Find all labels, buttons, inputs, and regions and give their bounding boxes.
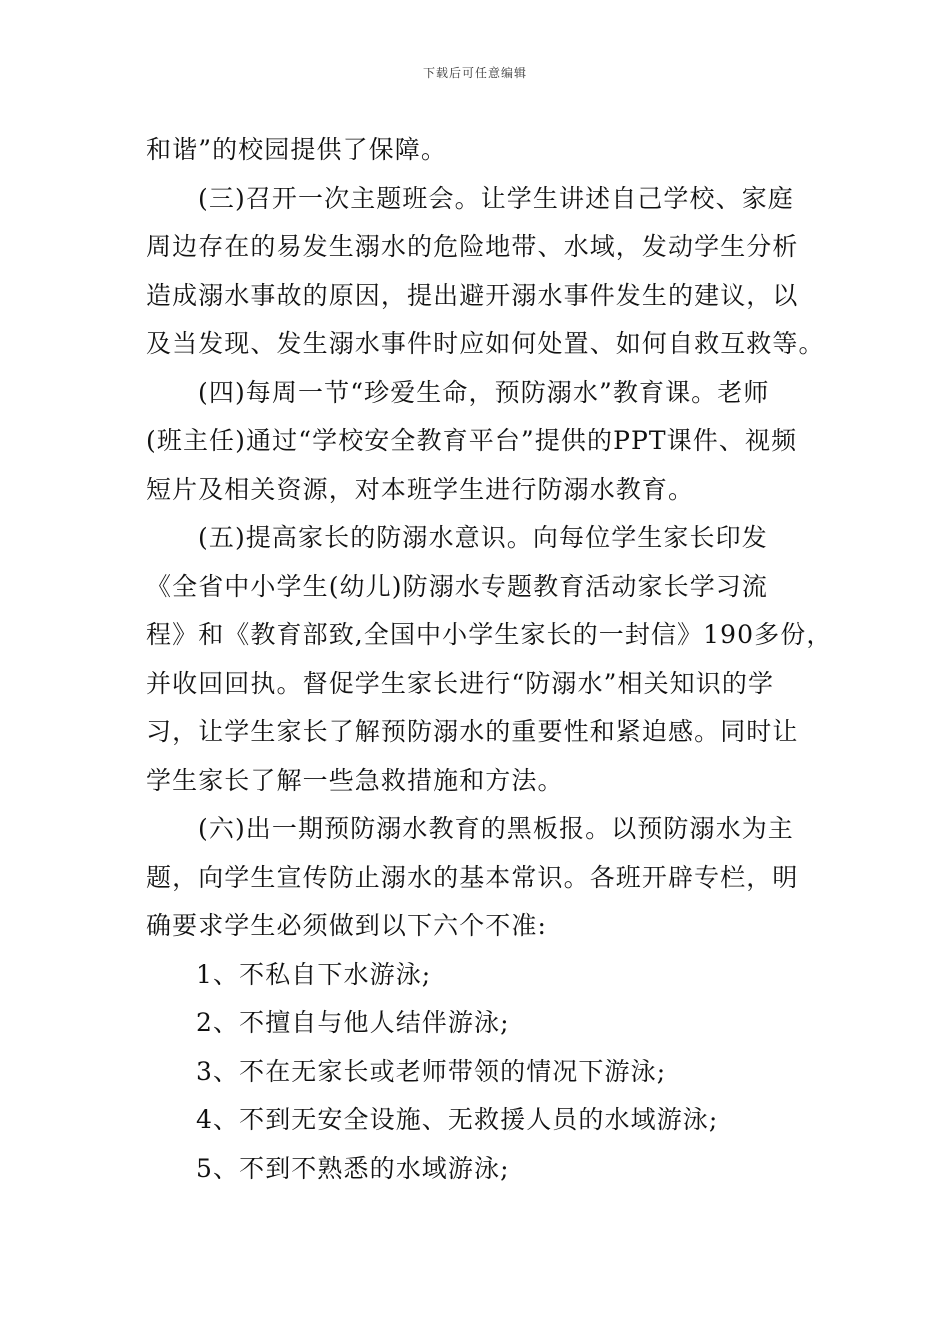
list-item-3: 3、不在无家长或老师带领的情况下游泳; bbox=[196, 1056, 667, 1086]
section-heading-5: (五)提高家长的防溺水意识。向每位学生家长印发 bbox=[198, 523, 768, 552]
text-line: 和谐”的校园提供了保障。 bbox=[146, 135, 447, 164]
text-line: 及当发现、发生溺水事件时应如何处置、如何自救互救等。 bbox=[146, 329, 825, 358]
text-line: 周边存在的易发生溺水的危险地带、水域，发动学生分析 bbox=[146, 232, 799, 261]
section-heading-4: (四)每周一节“珍爱生命，预防溺水”教育课。老师 bbox=[198, 377, 770, 407]
text-line: 题，向学生宣传防止溺水的基本常识。各班开辟专栏，明 bbox=[146, 862, 799, 892]
list-item-4: 4、不到无安全设施、无救援人员的水域游泳; bbox=[196, 1105, 719, 1134]
text-line: 习，让学生家长了解预防溺水的重要性和紧迫感。同时让 bbox=[146, 717, 799, 746]
text-line: 学生家长了解一些急救措施和方法。 bbox=[146, 765, 564, 795]
list-item-2: 2、不擅自与他人结伴游泳; bbox=[196, 1008, 510, 1037]
page-header: 下载后可任意编辑 bbox=[422, 66, 527, 80]
section-heading-3: (三)召开一次主题班会。让学生讲述自己学校、家庭 bbox=[198, 183, 794, 213]
text-line: 短片及相关资源，对本班学生进行防溺水教育。 bbox=[146, 474, 695, 504]
list-item-1: 1、不私自下水游泳; bbox=[196, 959, 432, 989]
text-line: 确要求学生必须做到以下六个不准: bbox=[146, 911, 548, 940]
text-line: 《全省中小学生(幼儿)防溺水专题教育活动家长学习流 bbox=[146, 571, 769, 601]
text-line: 程》和《教育部致,全国中小学生家长的一封信》190多份， bbox=[146, 620, 833, 649]
section-heading-6: (六)出一期预防溺水教育的黑板报。以预防溺水为主 bbox=[198, 814, 794, 843]
text-line: 并收回回执。督促学生家长进行“防溺水”相关知识的学 bbox=[146, 668, 775, 698]
list-item-5: 5、不到不熟悉的水域游泳; bbox=[196, 1153, 510, 1183]
document-body bbox=[146, 126, 833, 1193]
text-line: 造成溺水事故的原因，提出避开溺水事件发生的建议，以 bbox=[146, 280, 799, 310]
text-line: (班主任)通过“学校安全教育平台”提供的PPT课件、视频 bbox=[146, 426, 798, 455]
